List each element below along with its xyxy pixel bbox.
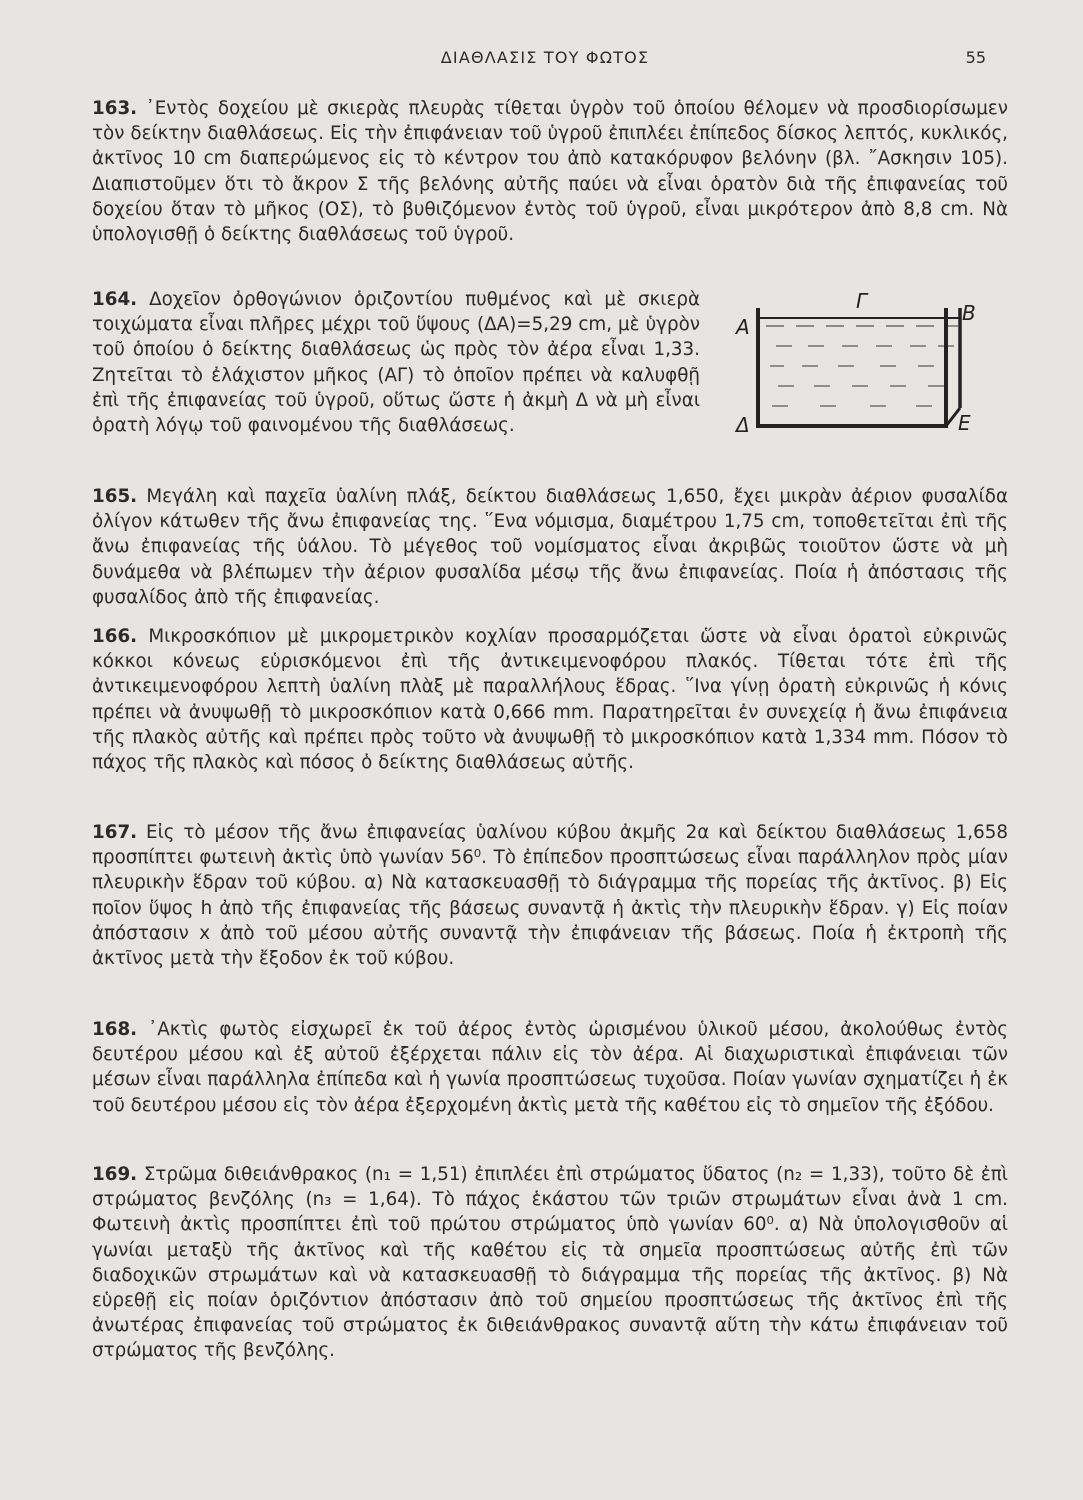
liquid-hatching — [766, 326, 958, 406]
problem-text: ᾿Ακτὶς φωτὸς εἰσχωρεῖ ἐκ τοῦ ἀέρος ἐντὸς ὡρισμένου ὑλικοῦ μέσου, ἀκολούθως ἐντὸς δευτέρου μέσου καὶ ἐξ αὐτοῦ ἐξέρχεται πάλιν εἰς τὸν ἀέρα. Αἱ διαχωριστικαὶ ἐπιφάνειαι τῶν μέσων εἶναι παράλληλα ἐπίπεδα καὶ ἡ γωνία προσπτώσεως τυχοῦσα. Ποίαν γωνίαν σχηματίζει ἡ ἐκ τοῦ δευτέρου μέσου εἰς τὸν ἀέρα ἐξερχομένη ἀκτὶς μετὰ τῆς καθέτου εἰς τὸ σημεῖον τῆς ἐξόδου. — [92, 1019, 1008, 1116]
label-e: E — [958, 411, 971, 435]
problem-number: 168. — [92, 1019, 138, 1040]
problem-165 — [92, 484, 1008, 610]
problem-number: 167. — [92, 822, 138, 843]
problem-169 — [92, 1162, 1008, 1364]
problem-number: 164. — [92, 289, 138, 310]
problem-text: Εἰς τὸ μέσον τῆς ἄνω ἐπιφανείας ὑαλίνου κύβου ἀκμῆς 2α καὶ δείκτου διαθλάσεως 1,658 προσπίπτει φωτεινὴ ἀκτὶς ὑπὸ γωνίαν 56⁰. Τὸ ἐπίπεδον προσπτώσεως εἶναι παράλληλον πρὸς μίαν πλευρικὴν ἕδραν τοῦ κύβου. α) Νὰ κατασκευασθῇ τὸ διάγραμμα τῆς πορείας τῆς ἀκτῖνος. β) Εἰς ποῖον ὕψος h ἀπὸ τῆς ἐπιφανείας τῆς βάσεως συναντᾷ ἡ ἀκτὶς τὴν πλευρικὴν ἕδραν. γ) Εἰς ποίαν ἀπόστασιν x ἀπὸ τοῦ μέσου αὐτῆς συναντᾷ τὴν ἐπιφάνειαν τῆς βάσεως. Ποία ἡ ἐκτροπὴ τῆς ἀκτῖνος μετὰ τὴν ἔξοδον ἐκ τοῦ κύβου. — [92, 822, 1008, 970]
label-a: A — [736, 315, 750, 339]
problem-164 — [92, 287, 700, 438]
problem-168 — [92, 1017, 1008, 1118]
problem-166 — [92, 624, 1008, 775]
problem-text: Μεγάλη καὶ παχεῖα ὑαλίνη πλάξ, δείκτου διαθλάσεως 1,650, ἔχει μικρὰν ἀέριον φυσαλίδα ὀλίγον κάτωθεν τῆς ἄνω ἐπιφανείας της. ῞Ενα νόμισμα, διαμέτρου 1,75 cm, τοποθετεῖται ἐπὶ τῆς ἄνω ἐπιφανείας τῆς ὑάλου. Τὸ μέγεθος τοῦ νομίσματος εἶναι ἀκριβῶς τοιοῦτον ὥστε νὰ μὴ δυνάμεθα νὰ βλέπωμεν τὴν ἀέριον φυσαλίδα μέσῳ τῆς ἄνω ἐπιφανείας. Ποία ἡ ἀπόστασις τῆς φυσαλίδος ἀπὸ τῆς ἐπιφανείας. — [92, 486, 1008, 608]
problem-167 — [92, 820, 1008, 971]
problem-163 — [92, 96, 1008, 247]
problem-text: ᾿Εντὸς δοχείου μὲ σκιερὰς πλευρὰς τίθεται ὑγρὸν τοῦ ὁποίου θέλομεν νὰ προσδιορίσωμεν τὸν δείκτην διαθλάσεως. Εἰς τὴν ἐπιφάνειαν τοῦ ὑγροῦ ἐπιπλέει ἐπίπεδος δίσκος λεπτός, κυκλικός, ἀκτῖνος 10 cm διαπερώμενος εἰς τὸ κέντρον του ἀπὸ κατακόρυφον βελόνην (βλ. ῎Ασκησιν 105). Διαπιστοῦμεν ὅτι τὸ ἄκρον Σ τῆς βελόνης αὐτῆς παύει νὰ εἶναι ὁρατὸν διὰ τῆς ἐπιφανείας τοῦ δοχείου ὅταν τὸ μῆκος (ΟΣ), τὸ βυθιζόμενον ἐντὸς τοῦ ὑγροῦ, εἶναι μικρότερον ἀπὸ 8,8 cm. Νὰ ὑπολογισθῇ ὁ δείκτης διαθλάσεως τοῦ ὑγροῦ. — [92, 98, 1008, 246]
running-title: ΔΙΑΘΛΑΣΙΣ ΤΟΥ ΦΩΤΟΣ — [440, 48, 650, 67]
page-header — [90, 48, 1000, 74]
problem-text: Μικροσκόπιον μὲ μικρομετρικὸν κοχλίαν προσαρμόζεται ὥστε νὰ εἶναι ὁρατοὶ εὐκρινῶς κόκκοι κόνεως εὑρισκόμενοι ἐπὶ τῆς ἀντικειμενοφόρου πλακός. Τίθεται τότε ἐπὶ τῆς ἀντικειμενοφόρου λεπτὴ ὑαλίνη πλὰξ μὲ παραλλήλους ἕδρας. ῞Ινα γίνῃ ὁρατὴ εὐκρινῶς ἡ κόνις πρέπει νὰ ἀνυψωθῇ τὸ μικροσκόπιον κατὰ 0,666 mm. Παρατηρεῖται ἐν συνεχείᾳ ἡ ἄνω ἐπιφάνεια τῆς πλακὸς αὐτῆς καὶ πρέπει πρὸς τοῦτο νὰ ἀνυψωθῇ τὸ μικροσκόπιον κατὰ 1,334 mm. Πόσον τὸ πάχος τῆς πλακὸς καὶ πόσος ὁ δείκτης διαθλάσεως αὐτῆς. — [92, 626, 1009, 774]
problem-number: 169. — [92, 1164, 138, 1185]
problem-number: 163. — [92, 98, 138, 119]
label-delta: Δ — [736, 413, 750, 437]
page-number: 55 — [965, 48, 986, 67]
label-b: B — [962, 301, 976, 325]
problem-text: Δοχεῖον ὀρθογώνιον ὁριζοντίου πυθμένος καὶ μὲ σκιερὰ τοιχώματα εἶναι πλῆρες μέχρι τοῦ ὕψους (ΔΑ)=5,29 cm, μὲ ὑγρὸν τοῦ ὁποίου ὁ δείκτης διαθλάσεως ὡς πρὸς τὸν ἀέρα εἶναι 1,33. Ζητεῖται τὸ ἐλάχιστον μῆκος (ΑΓ) τὸ ὁποῖον πρέπει νὰ καλυφθῇ ἐπὶ τῆς ἐπιφανείας τοῦ ὑγροῦ, οὕτως ὥστε ἡ ἀκμὴ Δ νὰ μὴ εἶναι ὁρατὴ λόγῳ τοῦ φαινομένου τῆς διαθλάσεως. — [92, 289, 701, 437]
problem-number: 166. — [92, 626, 138, 647]
problem-number: 165. — [92, 486, 138, 507]
container-diagram — [730, 290, 995, 450]
problem-text: Στρῶμα διθειάνθρακος (n₁ = 1,51) ἐπιπλέει ἐπὶ στρώματος ὕδατος (n₂ = 1,33), τοῦτο δὲ ἐπὶ στρώματος βενζόλης (n₃ = 1,64). Τὸ πάχος ἑκάστου τῶν τριῶν στρωμάτων εἶναι ἀνὰ 1 cm. Φωτεινὴ ἀκτὶς προσπίπτει ἐπὶ τοῦ πρώτου στρώματος ὑπὸ γωνίαν 60⁰. α) Νὰ ὑπολογισθοῦν αἱ γωνίαι μεταξὺ τῆς ἀκτῖνος καὶ τῆς καθέτου εἰς τὰ σημεῖα προσπτώσεως αὐτῆς ἐπὶ τῶν διαδοχικῶν στρωμάτων καὶ νὰ κατασκευασθῇ τὸ διάγραμμα τῆς πορείας τῆς ἀκτῖνος. β) Νὰ εὑρεθῇ εἰς ποίαν ὁριζόντιον ἀπόστασιν ἀπὸ τοῦ σημείου προσπτώσεως τῆς ἀκτῖνος ἐπὶ τῆς ἀνωτέρας ἐπιφανείας τοῦ στρώματος ἐκ διθειάνθρακος συναντᾷ αὕτη τὴν κάτω ἐπιφάνειαν τοῦ στρώματος τῆς βενζόλης. — [92, 1164, 1008, 1362]
label-gamma: Γ — [856, 290, 868, 313]
